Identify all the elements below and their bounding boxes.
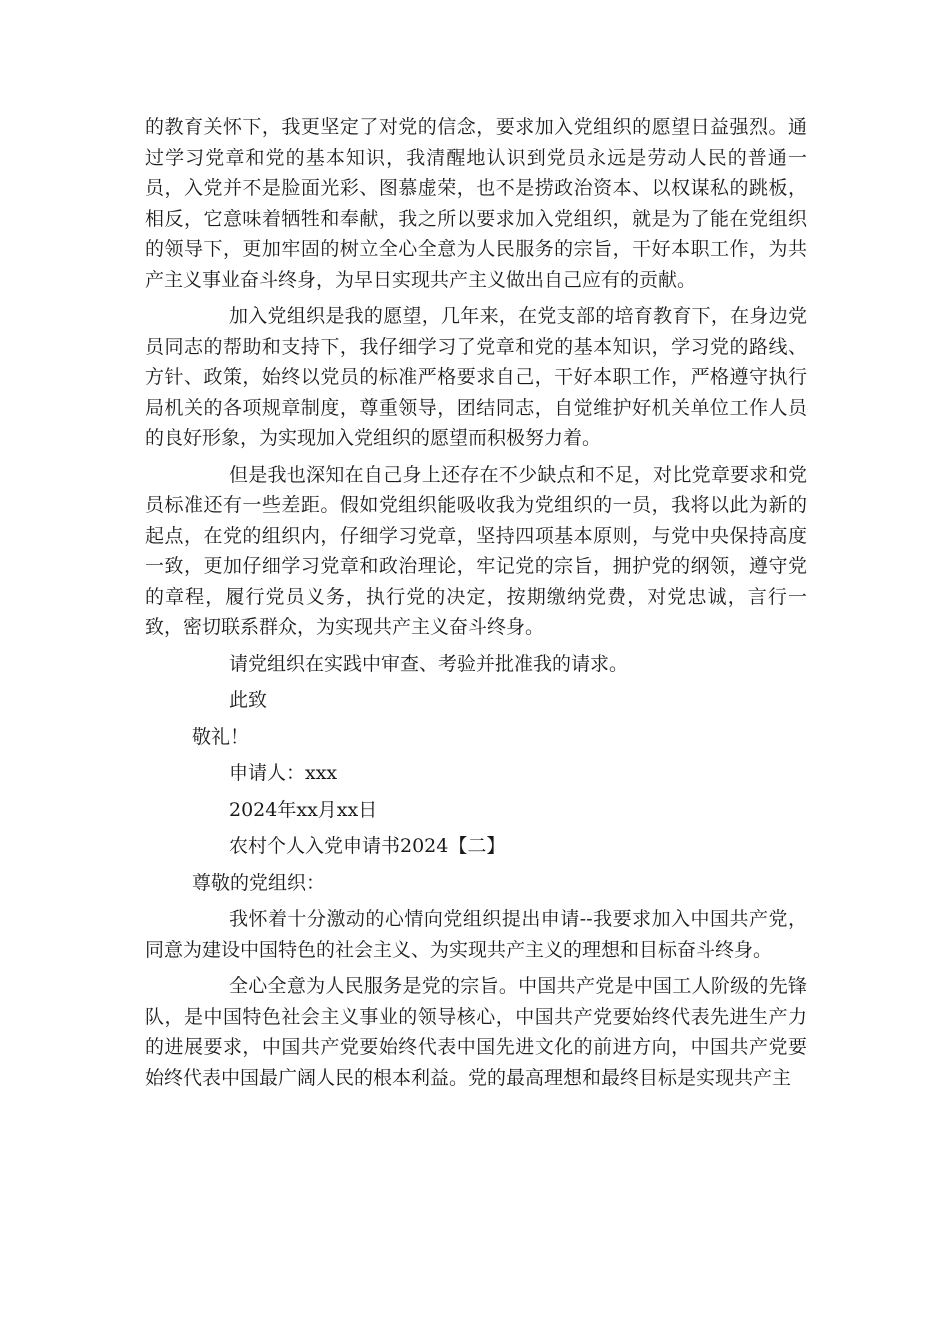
- wish-paragraph: 加入党组织是我的愿望，几年来，在党支部的培育教育下，在身边党员同志的帮助和支持下，我仔细学习了党章和党的基本知识，学习党的路线、方针、政策，始终以党员的标准严格要求自己，干好本职工作，严格遵守执行局机关的各项规章制度，尊重领导，团结同志，自觉维护好机关单位工作人员的良好形象，为实现加入党组织的愿望而积极努力着。: [145, 305, 807, 449]
- closing-cizhi: 此致: [229, 689, 268, 711]
- applicant-signature: 申请人：xxx: [229, 762, 338, 784]
- continuation-paragraph: 的教育关怀下，我更坚定了对党的信念，要求加入党组织的愿望日益强烈。通过学习党章和党的基本知识，我清醒地认识到党员永远是劳动人民的普通一员，入党并不是脸面光彩、图慕虚荣，也不是捞政治资本、以权谋私的跳板，相反，它意味着牺牲和奉献，我之所以要求加入党组织，就是为了能在党组织的领导下，更加牢固的树立全心全意为人民服务的宗旨，干好本职工作，为共产主义事业奋斗终身，为早日实现共产主义做出自己应有的贡献。: [145, 116, 807, 291]
- salutation: 尊敬的党组织：: [192, 871, 326, 894]
- section-title: 农村个人入党申请书2024【二】: [229, 835, 506, 857]
- closing-jingli: 敬礼！: [192, 725, 250, 748]
- document-page: [145, 112, 807, 1093]
- shortcomings-paragraph: 但是我也深知在自己身上还存在不少缺点和不足，对比党章要求和党员标准还有一些差距。假如党组织能吸收我为党组织的一员，我将以此为新的起点，在党的组织内，仔细学习党章，坚持四项基本原则，与党中央保持高度一致，更加仔细学习党章和政治理论，牢记党的宗旨，拥护党的纲领，遵守党的章程，履行党员义务，执行党的决定，按期缴纳党费，对党忠诚，言行一致，密切联系群众，为实现共产主义奋斗终身。: [145, 463, 807, 638]
- intro-paragraph: 我怀着十分激动的心情向党组织提出申请--我要求加入中国共产党，同意为建设中国特色的社会主义、为实现共产主义的理想和目标奋斗终身。: [145, 908, 807, 961]
- request-line: 请党组织在实践中审查、考验并批准我的请求。: [229, 652, 629, 675]
- purpose-paragraph: 全心全意为人民服务是党的宗旨。中国共产党是中国工人阶级的先锋队，是中国特色社会主义事业的领导核心，中国共产党要始终代表先进生产力的进展要求，中国共产党要始终代表中国先进文化的前进方向，中国共产党要始终代表中国最广阔人民的根本利益。党的最高理想和最终目标是实现共产主: [145, 975, 807, 1089]
- application-date: 2024年xx月xx日: [229, 798, 378, 821]
